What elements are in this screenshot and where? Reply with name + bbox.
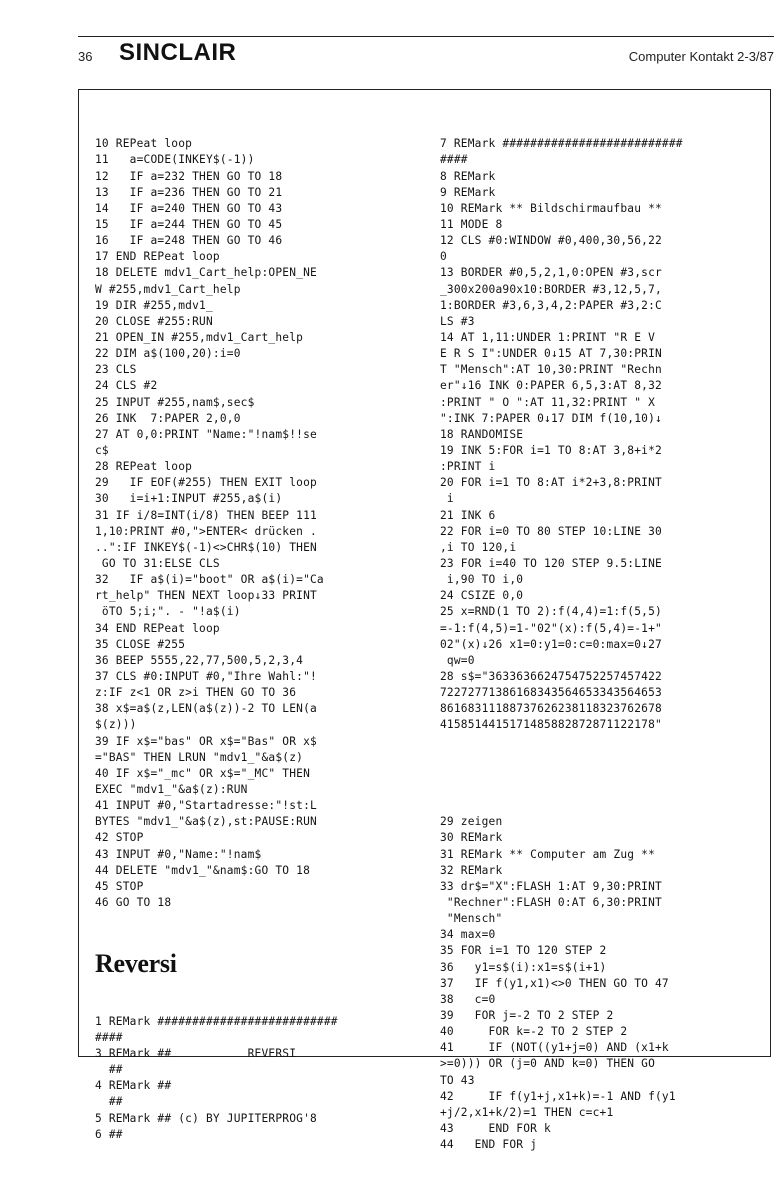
page-header [78,36,774,67]
code-line: 7 REMark ########################## [440,137,683,151]
code-line: 8616831118873762623811832З762678 [440,702,662,716]
code-line: 27 AT 0,0:PRINT "Name:"!nam$!!se [95,427,317,441]
code-line: 23 FOR i=40 TO 120 STEP 9.5:LINE [440,556,662,570]
code-line: =-1:f(4,5)=1-"02"(x):f(5,4)=-1+" [440,621,662,635]
code-line: z:IF z<1 OR z>i THEN GO TO 36 [95,686,297,700]
code-line: +j/2,x1+k/2)=1 THEN c=c+1 [440,1105,614,1119]
code-line: 02"(x)↓26 x1=0:y1=0:c=0:max=0↓27 [440,637,662,651]
code-line: 21 INK 6 [440,508,496,522]
code-line: 31 REMark ** Computer am Zug ** [440,847,655,861]
code-line: ## [95,1063,123,1077]
code-line: 43 END FOR k [440,1121,551,1135]
code-line: 25 INPUT #255,nam$,sec$ [95,395,255,409]
program-listing-reversi-part2 [440,814,765,1153]
code-line: EXEC "mdv1_"&a$(z):RUN [95,782,248,796]
code-line: er"↓16 INK 0:PAPER 6,5,3:AT 8,32 [440,379,662,393]
reversi-heading: Reversi [95,949,177,979]
code-line: 4158514415171485882872871122178" [440,718,662,732]
code-line: 38 x$=a$(z,LEN(a$(z))-2 TO LEN(a [95,702,317,716]
code-line: GO TO 31:ELSE CLS [95,556,220,570]
right-column [440,104,765,1186]
code-line: rt_help" THEN NEXT loop↓33 PRINT [95,589,317,603]
code-line: 13 IF a=236 THEN GO TO 21 [95,185,283,199]
code-line: 29 IF EOF(#255) THEN EXIT loop [95,476,317,490]
code-line: 32 REMark [440,863,503,877]
code-line: 16 IF a=248 THEN GO TO 46 [95,234,283,248]
code-line: c$ [95,443,109,457]
code-line: "Rechner":FLASH 0:AT 6,30:PRINT [440,895,662,909]
code-line: 41 IF (NOT((y1+j=0) AND (x1+k [440,1041,669,1055]
code-line: 20 FOR i=1 TO 8:AT i*2+3,8:PRINT [440,476,662,490]
code-line: 42 STOP [95,831,144,845]
code-line: 44 DELETE "mdv1_"&nam$:GO TO 18 [95,863,310,877]
code-line: 12 IF a=232 THEN GO TO 18 [95,169,283,183]
code-line: E R S I":UNDER 0↓15 AT 7,30:PRIN [440,347,662,361]
code-line: #### [440,153,468,167]
code-line: 22 FOR i=0 TO 80 STEP 10:LINE 30 [440,524,662,538]
code-line: 1 REMark ########################## [95,1014,338,1028]
code-line: 34 max=0 [440,928,496,942]
code-line: 31 IF i/8=INT(i/8) THEN BEEP 111 [95,508,317,522]
code-line: $(z))) [95,718,137,732]
code-line: 14 IF a=240 THEN GO TO 43 [95,201,283,215]
code-line: 1:BORDER #3,6,3,4,2:PAPER #3,2:C [440,298,662,312]
code-line: i,90 TO i,0 [440,573,524,587]
code-line: 30 i=i+1:INPUT #255,a$(i) [95,492,283,506]
code-line: 36 y1=s$(i):x1=s$(i+1) [440,960,607,974]
code-line: 24 CLS #2 [95,379,158,393]
spacer [440,766,765,782]
code-line: 14 AT 1,11:UNDER 1:PRINT "R E V [440,331,655,344]
code-line: 10 REPeat loop [95,137,193,151]
code-line: TO 43 [440,1073,475,1087]
program-listing-reversi-part1 [440,136,765,733]
code-line: 36 BEEP 5555,22,77,500,5,2,3,4 [95,653,304,667]
program-listing-cartridge-help [95,136,425,911]
code-line: 32 IF a$(i)="boot" OR a$(i)="Ca [95,573,324,587]
code-line: 8 REMark [440,169,496,183]
code-line: 22 DIM a$(100,20):i=0 [95,347,241,361]
code-line: 18 RANDOMISE [440,427,524,441]
code-line: 9 REMark [440,185,496,199]
code-line: 10 REMark ** Bildschirmaufbau ** [440,201,662,215]
code-line: 40 IF x$="_mc" OR x$="_MC" THEN [95,766,310,780]
code-line: 13 BORDER #0,5,2,1,0:OPEN #3,scr [440,266,662,280]
code-line: "Mensch" [440,912,503,926]
code-line: W #255,mdv1_Cart_help [95,282,241,296]
code-line: öTO 5;i;". - "!a$(i) [95,605,241,619]
issue-label: Computer Kontakt 2-3/87 [628,49,774,64]
page-number: 36 [78,49,93,64]
code-line: 44 END FOR j [440,1138,538,1152]
code-line: 19 INK 5:FOR i=1 TO 8:AT 3,8+i*2 [440,443,662,457]
code-line: qw=0 [440,653,475,667]
code-line: T "Mensch":AT 10,30:PRINT "Rechn [440,363,662,377]
code-line: 35 CLOSE #255 [95,637,186,651]
code-line: 35 FOR i=1 TO 120 STEP 2 [440,944,607,958]
code-line: ## [95,1095,123,1109]
code-line: #### [95,1030,123,1044]
code-line: 45 STOP [95,879,144,893]
code-line: 39 IF x$="bas" OR x$="Bas" OR x$ [95,734,317,748]
code-line: 1,10:PRINT #0,">ENTER< drücken . [95,524,317,538]
code-line: 43 INPUT #0,"Name:"!nam$ [95,847,262,861]
code-line: 28 REPeat loop [95,460,193,474]
magazine-brand: SINCLAIR [119,39,237,66]
code-line: 18 DELETE mdv1_Cart_help:OPEN_NE [95,266,317,280]
code-line: 37 IF f(y1,x1)<>0 THEN GO TO 47 [440,976,669,990]
code-line: 19 DIR #255,mdv1_ [95,298,213,312]
code-line: >=0))) OR (j=0 AND k=0) THEN GO [440,1057,655,1071]
code-line: LS #3 [440,314,475,328]
code-line: 37 CLS #0:INPUT #0,"Ihre Wahl:"! [95,669,317,683]
code-line: 4 REMark ## [95,1079,172,1093]
code-line: 33 dr$="X":FLASH 1:AT 9,30:PRINT [440,879,662,893]
code-line: 7227277138616834356465334356465З [440,686,662,700]
code-line: 39 FOR j=-2 TO 2 STEP 2 [440,1008,614,1022]
code-line: BYTES "mdv1_"&a$(z),st:PAUSE:RUN [95,815,317,829]
code-line: 5 REMark ## (c) BY JUPITERPROG'8 [95,1111,317,1125]
code-line: i [440,492,454,506]
code-line: 46 GO TO 18 [95,895,172,909]
code-line: 11 MODE 8 [440,218,503,232]
code-line: 30 REMark [440,831,503,845]
code-line: 38 c=0 [440,992,496,1006]
code-line: 29 zeigen [440,815,503,829]
code-line: :PRINT i [440,460,496,474]
code-line: 17 END REPeat loop [95,250,220,264]
program-listing-reversi-start [95,1014,425,1143]
code-line: 15 IF a=244 THEN GO TO 45 [95,218,283,232]
code-line: 12 CLS #0:WINDOW #0,400,30,56,22 [440,234,662,248]
code-line: 26 INK 7:PAPER 2,0,0 [95,411,241,425]
code-line: 40 FOR k=-2 TO 2 STEP 2 [440,1025,628,1039]
listing-frame [78,89,771,1152]
code-line: 11 a=CODE(INKEY$(-1)) [95,153,255,167]
code-line: ="BAS" THEN LRUN "mdv1_"&a$(z) [95,750,304,764]
code-line: ,i TO 120,i [440,540,517,554]
code-line: _300x200a90x10:BORDER #3,12,5,7, [440,282,662,296]
code-line: 23 CLS [95,363,137,377]
code-line: 42 IF f(y1+j,x1+k)=-1 AND f(y1 [440,1089,676,1103]
code-line: 41 INPUT #0,"Startadresse:"!st:L [95,799,317,813]
code-line: ":INK 7:PAPER 0↓17 DIM f(10,10)↓ [440,411,662,425]
code-line: :PRINT " O ":AT 11,32:PRINT " X [440,395,655,409]
code-line: ..":IF INKEY$(-1)<>CHR$(10) THEN [95,540,317,554]
code-line: 0 [440,250,447,264]
code-line: 21 OPEN_IN #255,mdv1_Cart_help [95,331,304,344]
code-line: 20 CLOSE #255:RUN [95,314,213,328]
code-line: 25 x=RND(1 TO 2):f(4,4)=1:f(5,5) [440,605,662,619]
code-line: 24 CSIZE 0,0 [440,589,524,603]
code-line: 34 END REPeat loop [95,621,220,635]
left-column [95,104,425,1175]
code-line: 3 REMark ## REVERSI [95,1046,297,1060]
code-line: 6 ## [95,1127,123,1141]
code-line: 28 s$="3633636624754752257457422 [440,669,662,683]
